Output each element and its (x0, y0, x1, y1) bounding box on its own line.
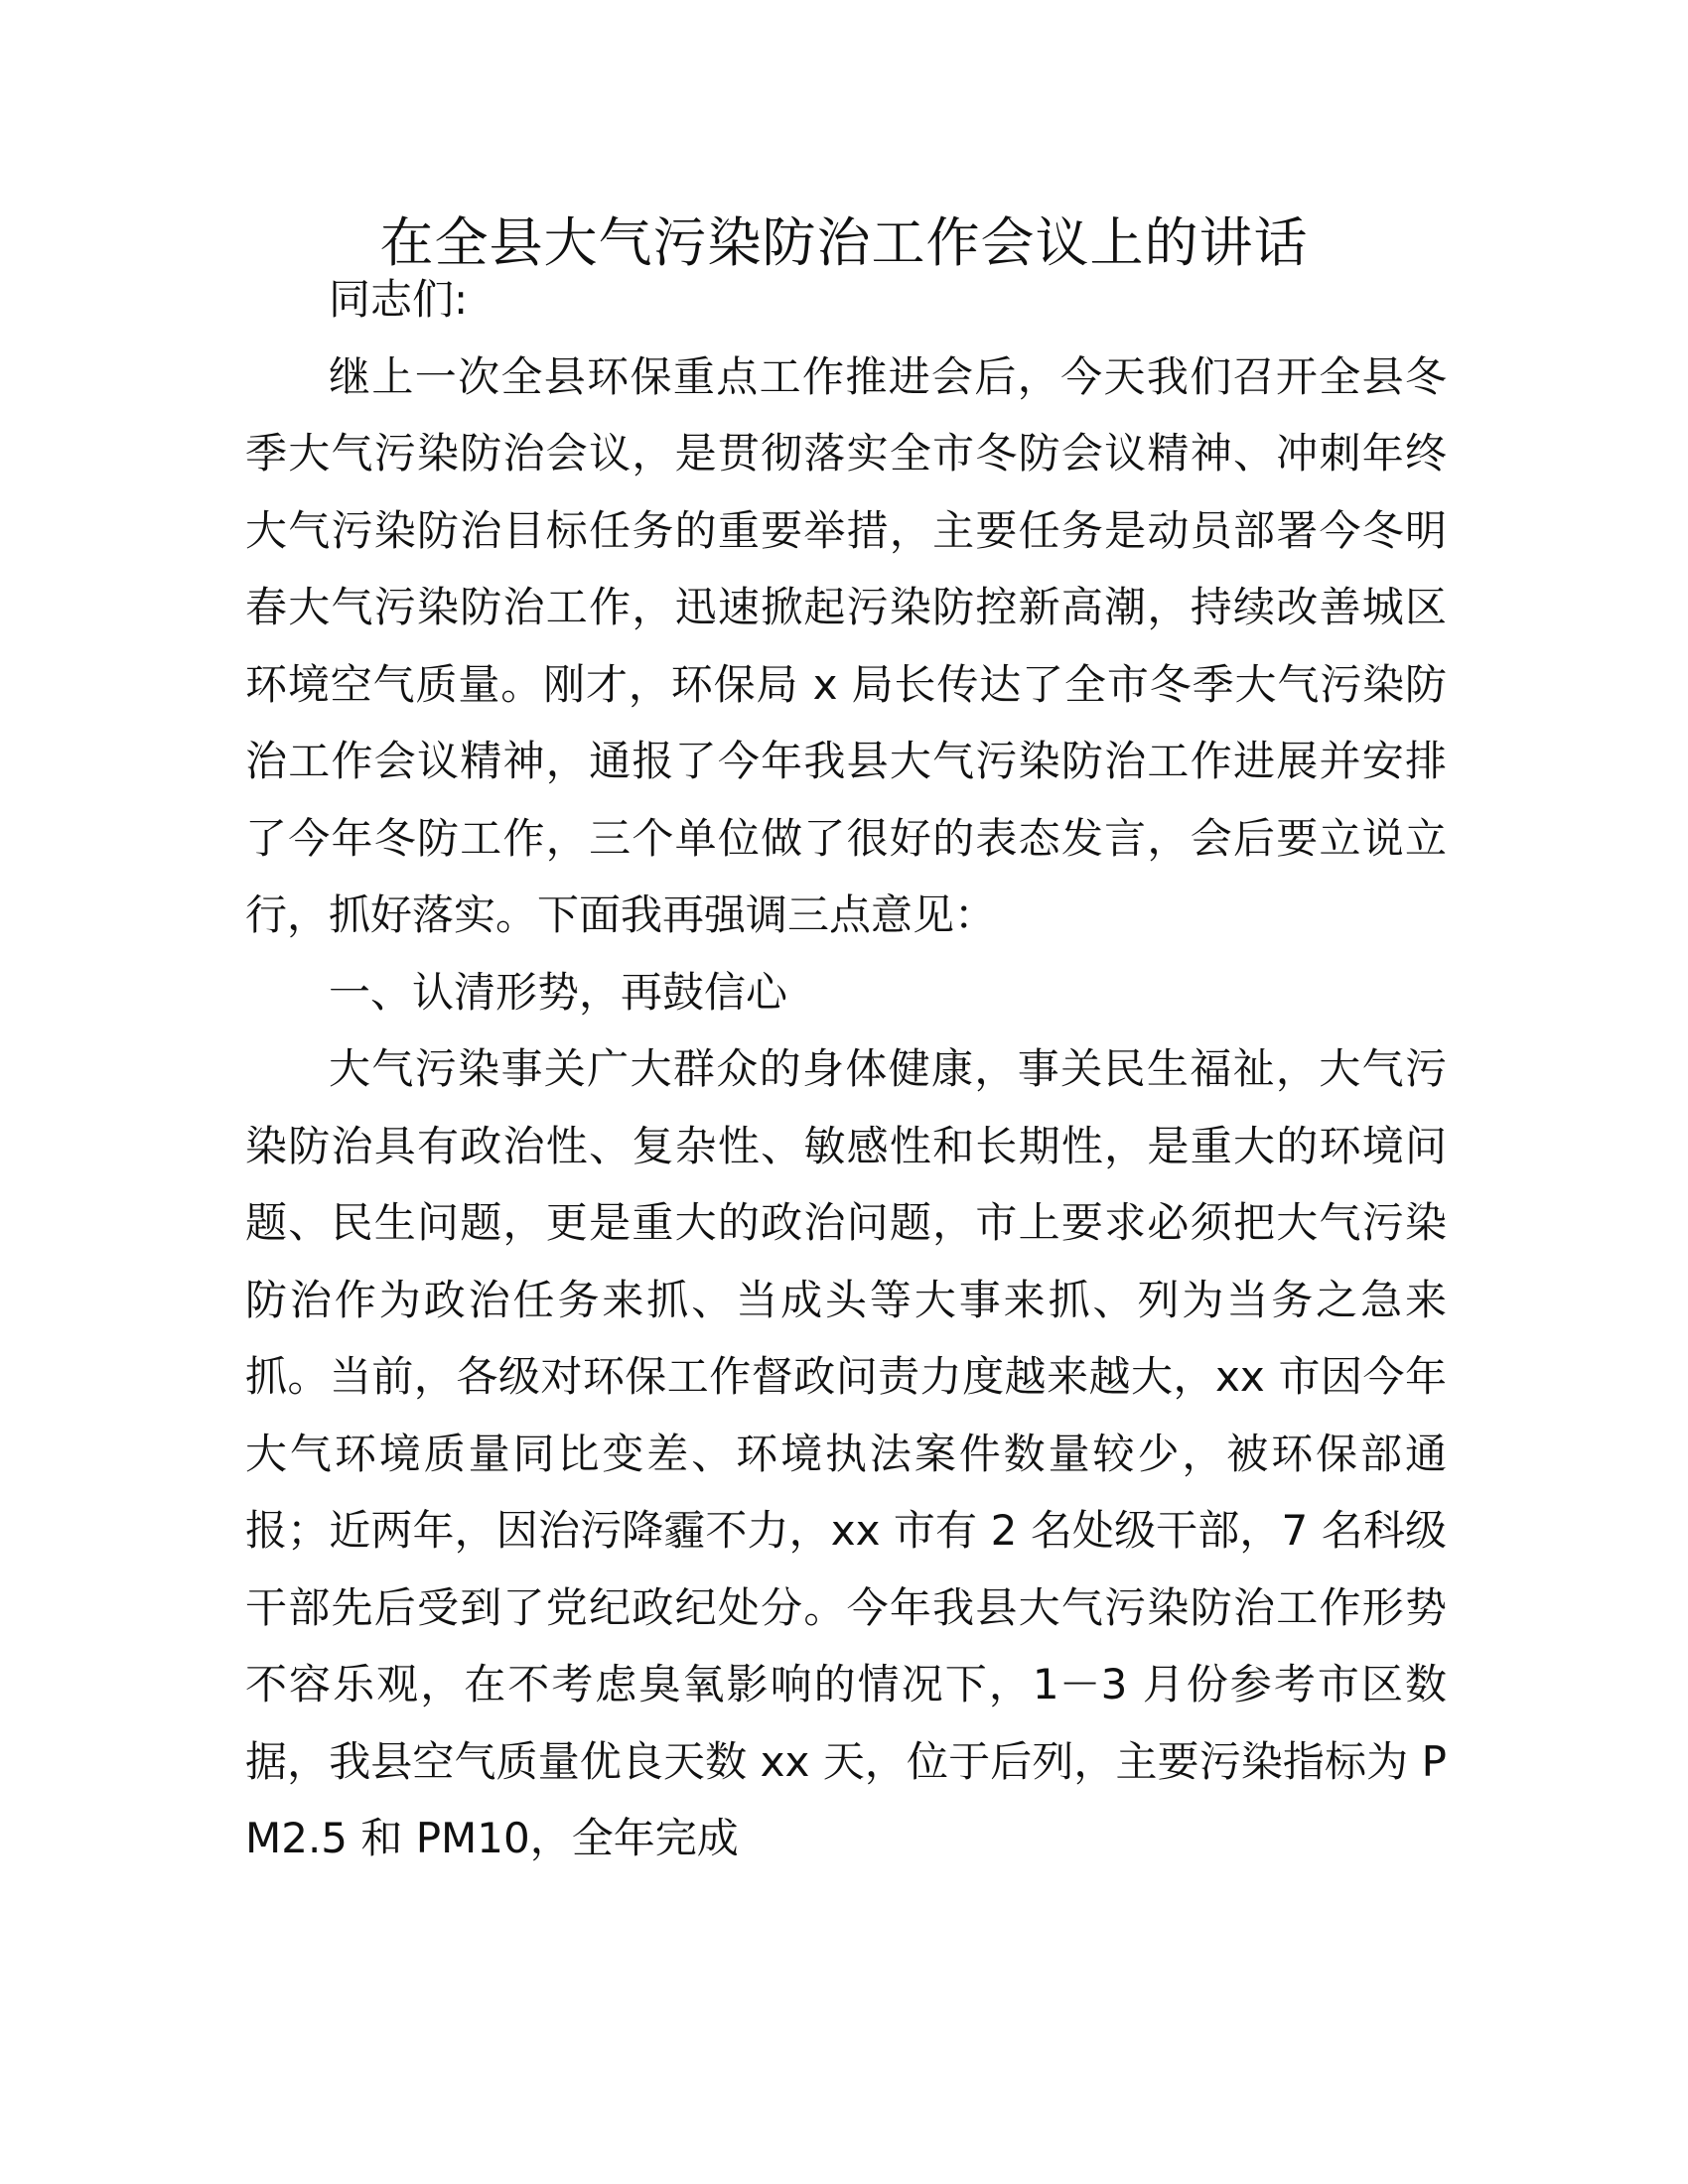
paragraph-situation: 大气污染事关广大群众的身体健康，事关民生福祉，大气污染防治具有政治性、复杂性、敏感性和长期性，是重大的环境问题、民生问题，更是重大的政治问题，市上要求必须把大气污染防治作为政治任务来抓、当成头等大事来抓、列为当务之急来抓。当前，各级对环保工作督政问责力度越来越大，xx 市因今年大气环境质量同比变差、环境执法案件数量较少，被环保部通报；近两年，因治污降霾不力，xx 市有 2 名处级干部，7 名科级干部先后受到了党纪政纪处分。今年我县大气污染防治工作形势不容乐观，在不考虑臭氧影响的情况下，1－3 月份参考市区数据，我县空气质量优良天数 xx 天，位于后列，主要污染指标为 PM2.5 和 PM10，全年完成 (245, 1044, 1447, 1862)
section-heading-1: 一、认清形势，再鼓信心 (329, 967, 788, 1017)
greeting: 同志们: (329, 275, 469, 324)
paragraph-intro: 继上一次全县环保重点工作推进会后，今天我们召开全县冬季大气污染防治会议，是贯彻落实全市冬防会议精神、冲刺年终大气污染防治目标任务的重要举措，主要任务是动员部署今冬明春大气污染防治工作，迅速掀起污染防控新高潮，持续改善城区环境空气质量。刚才，环保局 x 局长传达了全市冬季大气污染防治工作会议精神，通报了今年我县大气污染防治工作进展并安排了今年冬防工作，三个单位做了很好的表态发言，会后要立说立行，抓好落实。下面我再强调三点意见： (245, 351, 1447, 939)
document-body (245, 261, 1447, 1877)
document-title: 在全县大气污染防治工作会议上的讲话 (379, 211, 1309, 274)
